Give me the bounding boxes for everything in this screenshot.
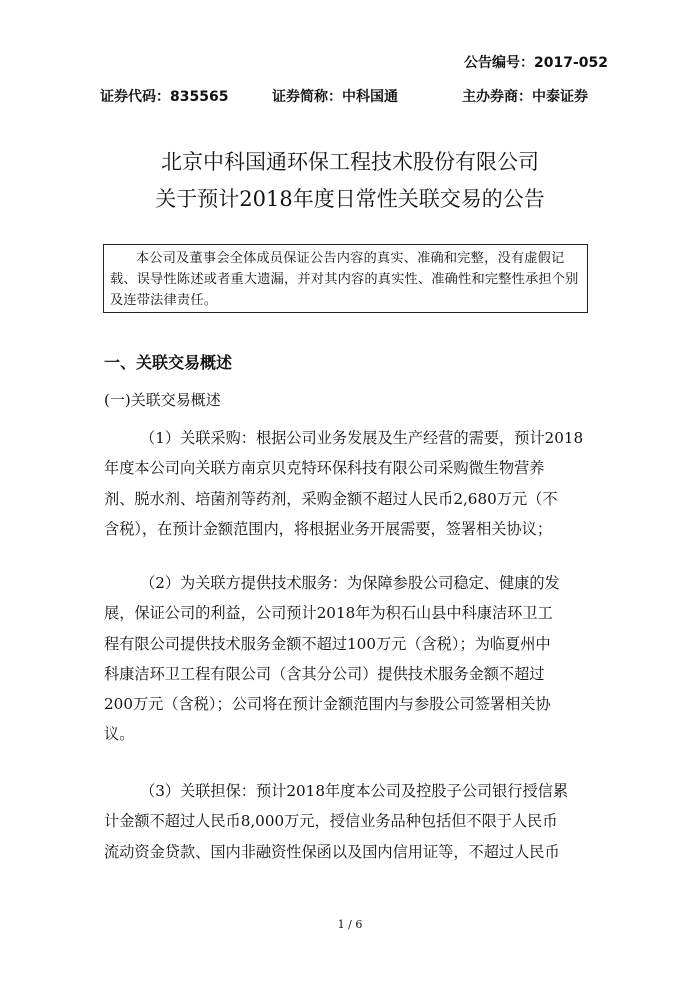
section-heading: 一、关联交易概述 (104, 353, 233, 372)
page-number: 1 / 6 (337, 918, 363, 931)
paragraph-line: （2）为关联方提供技术服务：为保障参股公司稳定、健康的发 (140, 574, 560, 592)
paragraph-related-purchase (104, 423, 600, 544)
paragraph-line: 流动资金贷款、国内非融资性保函以及国内信用证等，不超过人民币 (104, 842, 560, 861)
document-title-line-1: 北京中科国通环保工程技术股份有限公司 (161, 150, 539, 174)
paragraph-line: 科康洁环卫工程有限公司（含其分公司）提供技术服务金额不超过 (104, 664, 545, 683)
paragraph-line: 展，保证公司的利益，公司预计2018年为积石山县中科康洁环卫工 (104, 604, 553, 623)
lead-broker: 主办券商：中泰证券 (462, 89, 588, 105)
document-title-line-2: 关于预计2018年度日常性关联交易的公告 (155, 187, 545, 211)
security-short-name: 证券简称：中科国通 (272, 89, 398, 105)
announcement-number: 公告编号：2017-052 (464, 55, 608, 71)
paragraph-line: 计金额不超过人民币8,000万元，授信业务品种包括但不限于人民币 (104, 812, 558, 831)
paragraph-line: 200万元（含税）；公司将在预计金额范围内与参股公司签署相关协 (104, 695, 551, 714)
paragraph-line: （1）关联采购：根据公司业务发展及生产经营的需要，预计2018 (140, 429, 584, 447)
paragraph-related-guarantee (104, 776, 600, 867)
security-info-row (100, 86, 600, 106)
paragraph-line: （3）关联担保：预计2018年度本公司及控股子公司银行授信累 (140, 782, 569, 800)
board-disclaimer-box: 本公司及董事会全体成员保证公告内容的真实、准确和完整，没有虚假记载、误导性陈述或者重大遗漏，并对其内容的真实性、准确性和完整性承担个别及连带法律责任。 (103, 244, 588, 313)
paragraph-line: 程有限公司提供技术服务金额不超过100万元（含税）；为临夏州中 (104, 634, 551, 653)
subsection-heading: (一)关联交易概述 (104, 391, 221, 409)
paragraph-line: 议。 (104, 725, 135, 744)
paragraph-line: 剂、脱水剂、培菌剂等药剂，采购金额不超过人民币2,680万元（不 (104, 489, 558, 508)
paragraph-line: 含税），在预计金额范围内，将根据业务开展需要，签署相关协议； (104, 519, 553, 538)
paragraph-technical-service (104, 568, 600, 750)
paragraph-line: 年度本公司向关联方南京贝克特环保科技有限公司采购微生物营养 (104, 459, 545, 478)
security-code: 证券代码：835565 (100, 89, 229, 105)
